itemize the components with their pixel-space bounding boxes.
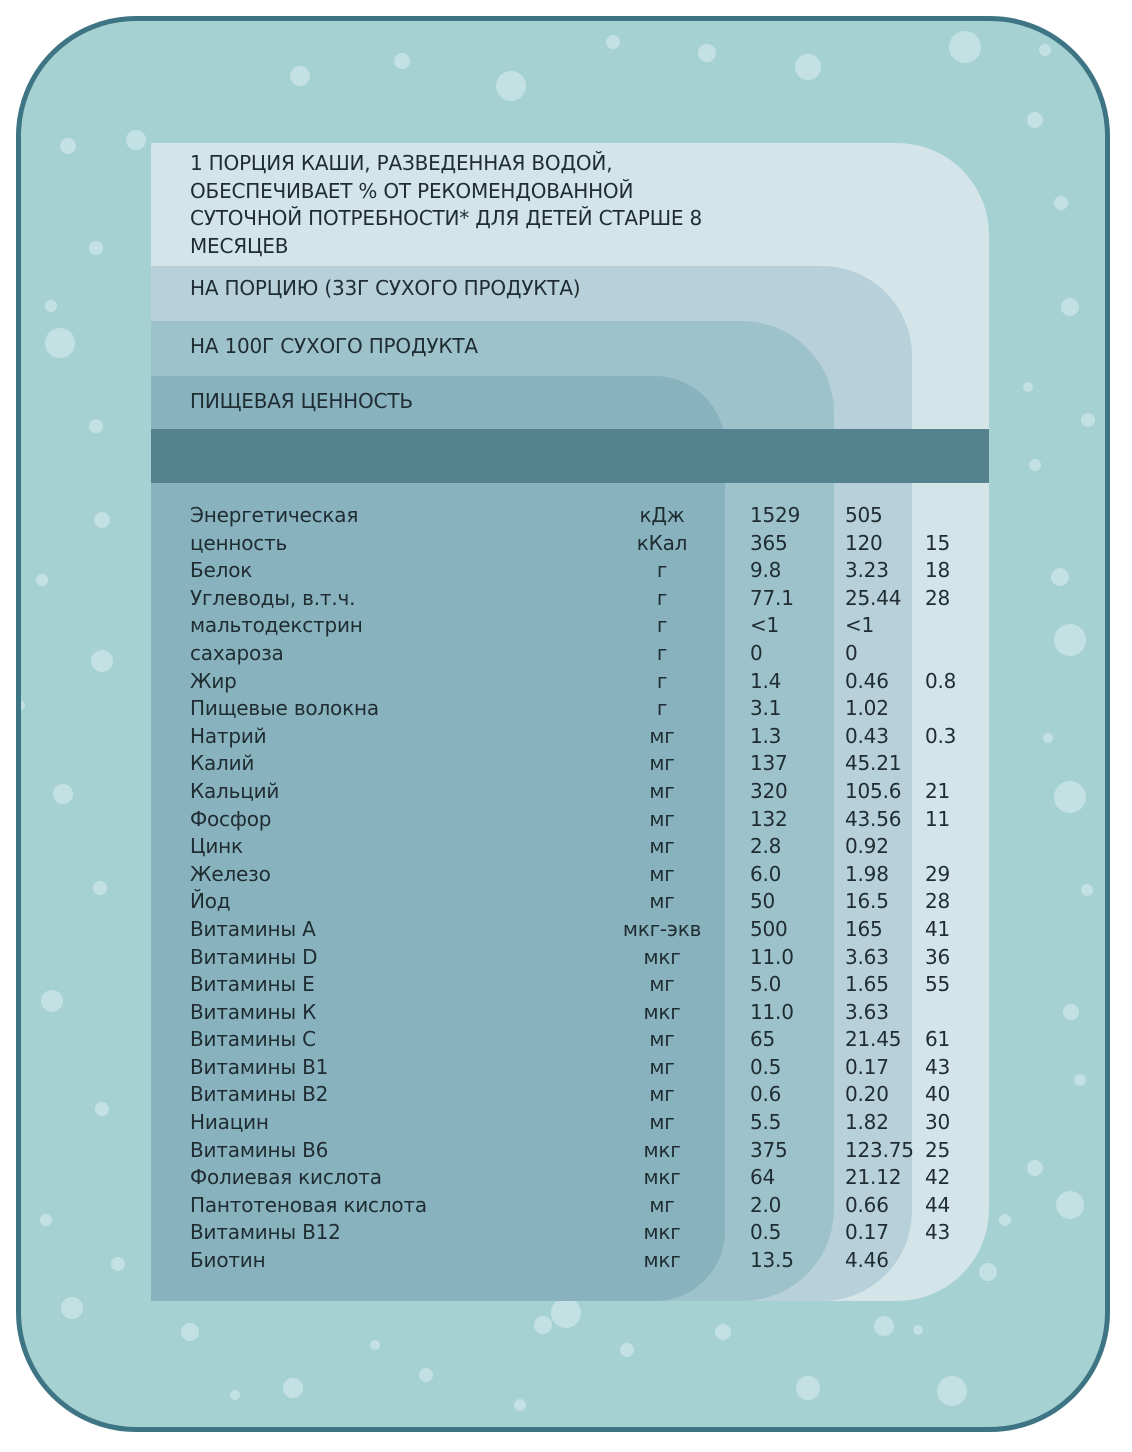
per-serving-value: 3.63 [845,944,889,969]
bubble [496,71,526,101]
per-100g-value: 11.0 [750,999,794,1024]
nutrient-name: Железо [190,861,271,886]
per-serving-value: 0 [845,640,858,665]
nutrient-name: Витамины В1 [190,1054,329,1079]
table-row [0,1137,1132,1165]
nutrient-name: Пантотеновая кислота [190,1192,427,1217]
per-100g-value: 2.0 [750,1192,782,1217]
nutrient-name: Витамины D [190,944,318,969]
bubble [230,1390,240,1400]
per-serving-value: 105.6 [845,778,902,803]
per-100g-value: 0.5 [750,1220,782,1245]
per-serving-value: 505 [845,503,883,527]
per-100g-value: 64 [750,1165,776,1190]
unit-cell: г [656,696,668,721]
percent-daily-value: 44 [925,1192,951,1217]
nutrient-name: Пищевые волокна [190,696,379,721]
percent-daily-value: 25 [925,1137,951,1162]
per-100g-value: 13.5 [750,1248,794,1273]
bubble [1027,112,1043,128]
unit-cell: мг [649,778,675,803]
bubble [89,419,103,433]
nutrient-name: Жир [190,668,237,693]
table-row [0,640,1132,668]
nutrient-name: Витамины В6 [190,1137,329,1162]
nutrient-name: Витамины С [190,1027,316,1052]
per-100g-value: 1529 [750,503,801,527]
bubble [283,1378,303,1398]
per-serving-value: 21.45 [845,1027,902,1052]
unit-cell: мг [649,1110,675,1135]
unit-cell: мг [649,972,675,997]
per-serving-value: 16.5 [845,889,889,914]
bubble [795,54,821,80]
bubble [89,241,103,255]
nutrition-table [0,502,1132,1275]
table-row [0,1219,1132,1247]
table-row [0,1054,1132,1082]
per-serving-value: 1.98 [845,861,889,886]
percent-daily-value: 30 [925,1110,951,1135]
unit-cell: мкг [643,944,681,969]
per-serving-value: 120 [845,530,883,555]
table-row [0,1109,1132,1137]
table-row [0,833,1132,861]
bubble [949,31,981,63]
per-100g-value: 132 [750,806,788,831]
table-row [0,1247,1132,1275]
bubble [551,1298,581,1328]
unit-cell: мг [649,806,675,831]
per-serving-value: 0.20 [845,1082,889,1107]
per-100g-value: 11.0 [750,944,794,969]
unit-cell: мг [649,723,675,748]
percent-daily-value: 43 [925,1054,951,1079]
bubble [370,1340,380,1350]
bubble [715,1324,731,1340]
nutrient-name: Калий [190,751,255,776]
percent-daily-value: 28 [925,889,951,914]
bubble [394,53,410,69]
per-100g-header: НА 100Г СУХОГО ПРОДУКТА [190,334,478,358]
bubble [874,1316,894,1336]
per-serving-value: 1.65 [845,972,889,997]
percent-daily-value: 29 [925,861,951,886]
table-row [0,944,1132,972]
per-100g-value: 6.0 [750,861,782,886]
nutrient-name: сахароза [190,640,284,665]
per-serving-value: 165 [845,916,883,941]
table-row [0,806,1132,834]
nutrient-name: Белок [190,558,253,583]
table-row [0,999,1132,1027]
bubble [126,130,146,150]
nutrient-name: Углеводы, в.т.ч. [190,585,356,610]
percent-daily-value: 40 [925,1082,951,1107]
per-100g-value: 320 [750,778,788,803]
unit-cell: мкг [643,1165,681,1190]
unit-cell: мкг-экв [622,916,702,941]
unit-cell: мкг [643,999,681,1024]
per-100g-value: 5.5 [750,1110,782,1135]
nutrient-name: Ниацин [190,1110,269,1135]
unit-cell: мг [649,751,675,776]
unit-cell: г [656,668,668,693]
per-serving-value: 4.46 [845,1248,889,1273]
unit-cell: мкг [643,1220,681,1245]
bubble [796,1376,820,1400]
bubble [937,1376,967,1406]
nutrient-name: Витамины К [190,999,317,1024]
table-row [0,695,1132,723]
nutrient-name: Цинк [190,834,243,859]
per-100g-value: 5.0 [750,972,782,997]
per-100g-value: 50 [750,889,776,914]
per-serving-value: 3.63 [845,999,889,1024]
bubble [620,1343,634,1357]
percent-daily-value: 41 [925,916,951,941]
per-serving-value: 1.02 [845,696,889,721]
bubble [45,300,57,312]
per-serving-header: НА ПОРЦИЮ (33Г СУХОГО ПРОДУКТА) [190,276,581,300]
per-100g-value: 3.1 [750,696,782,721]
per-serving-value: 0.43 [845,723,889,748]
table-row [0,778,1132,806]
per-serving-value: 0.17 [845,1054,889,1079]
nutrition-header: ПИЩЕВАЯ ЦЕННОСТЬ [190,389,413,413]
unit-cell: мг [649,889,675,914]
unit-cell: г [656,613,668,638]
unit-cell: мкг [643,1248,681,1273]
per-serving-value: 0.17 [845,1220,889,1245]
nutrient-name: ценность [190,530,288,555]
per-100g-value: 9.8 [750,558,782,583]
per-serving-value: 123.75 [845,1137,914,1162]
unit-cell: г [656,585,668,610]
bubble [45,328,75,358]
per-100g-value: 365 [750,530,788,555]
table-row [0,1164,1132,1192]
per-100g-value: 137 [750,751,788,776]
per-serving-value: 45.21 [845,751,902,776]
percent-daily-value: 43 [925,1220,951,1245]
per-serving-value: 21.12 [845,1165,902,1190]
nutrient-name: Фолиевая кислота [190,1165,382,1190]
unit-cell: мг [649,1054,675,1079]
per-100g-value: 375 [750,1137,788,1162]
nutrient-name: Биотин [190,1248,266,1273]
per-100g-value: 1.3 [750,723,782,748]
bubble [1023,382,1033,392]
bubble [1061,298,1079,316]
percent-daily-value: 61 [925,1027,951,1052]
per-100g-value: <1 [750,613,780,638]
nutrient-name: мальтодекстрин [190,613,363,638]
per-serving-value: 0.46 [845,668,889,693]
bubble [419,1368,433,1382]
bubble [514,1399,526,1411]
percent-daily-value: 21 [925,778,951,803]
bubble [181,1323,199,1341]
percent-daily-value: 0.3 [925,723,957,748]
percent-daily-value: 18 [925,558,951,583]
per-serving-value: 0.92 [845,834,889,859]
percent-daily-header: 1 ПОРЦИЯ КАШИ, РАЗВЕДЕННАЯ ВОДОЙ, ОБЕСПЕЧИВАЕТ % ОТ РЕКОМЕНДОВАННОЙ СУТОЧНОЙ ПОТРЕБНОСТИ* ДЛЯ ДЕТЕЙ СТАРШЕ 8 МЕСЯЦЕВ [190,151,703,258]
unit-cell: кДж [639,503,685,527]
percent-daily-value: 15 [925,530,951,555]
table-row [0,557,1132,585]
bubble [1039,44,1051,56]
unit-cell: мг [649,861,675,886]
bubble [913,1325,923,1335]
per-100g-value: 2.8 [750,834,782,859]
per-serving-value: 43.56 [845,806,902,831]
unit-cell: г [656,640,668,665]
per-100g-value: 500 [750,916,788,941]
percent-daily-value: 28 [925,585,951,610]
nutrient-name: Фосфор [190,806,272,831]
table-row [0,750,1132,778]
per-100g-value: 0.5 [750,1054,782,1079]
per-serving-value: 1.82 [845,1110,889,1135]
per-100g-value: 65 [750,1027,776,1052]
bubble [61,1297,83,1319]
table-row [0,668,1132,696]
bubble [1029,459,1041,471]
per-100g-value: 1.4 [750,668,782,693]
unit-cell: мг [649,1027,675,1052]
bubble [698,44,716,62]
per-serving-value: 25.44 [845,585,902,610]
bubble [60,138,76,154]
nutrient-name: Кальций [190,778,280,803]
per-serving-value: <1 [845,613,875,638]
unit-cell: мг [649,1192,675,1217]
percent-daily-value: 11 [925,806,951,831]
nutrient-name: Витамины В12 [190,1220,341,1245]
percent-daily-value: 0.8 [925,668,957,693]
bubble [534,1316,552,1334]
per-100g-value: 77.1 [750,585,794,610]
table-row [0,723,1132,751]
table-row [0,1192,1132,1220]
unit-cell: г [656,558,668,583]
table-row [0,1081,1132,1109]
per-100g-value: 0.6 [750,1082,782,1107]
bubble [1081,413,1095,427]
nutrient-name: Витамины А [190,916,316,941]
per-serving-value: 3.23 [845,558,889,583]
nutrient-name: Йод [190,889,231,914]
percent-daily-value: 36 [925,944,951,969]
nutrient-name: Натрий [190,723,267,748]
table-row [0,585,1132,613]
table-row [0,530,1132,558]
table-row [0,916,1132,944]
unit-cell: мг [649,834,675,859]
per-serving-value: 0.66 [845,1192,889,1217]
unit-cell: кКал [636,530,688,555]
header-band [151,429,989,483]
table-row [0,612,1132,640]
nutrient-name: Витамины В2 [190,1082,329,1107]
table-row [0,888,1132,916]
percent-daily-value: 42 [925,1165,951,1190]
table-row [0,1026,1132,1054]
unit-cell: мг [649,1082,675,1107]
bubble [606,35,620,49]
per-100g-value: 0 [750,640,763,665]
table-row [0,971,1132,999]
nutrient-name: Витамины Е [190,972,315,997]
bubble [290,66,310,86]
table-row [0,861,1132,889]
unit-cell: мкг [643,1137,681,1162]
bubble [1054,196,1068,210]
table-row [0,502,1132,530]
nutrient-name: Энергетическая [190,503,359,527]
percent-daily-value: 55 [925,972,951,997]
